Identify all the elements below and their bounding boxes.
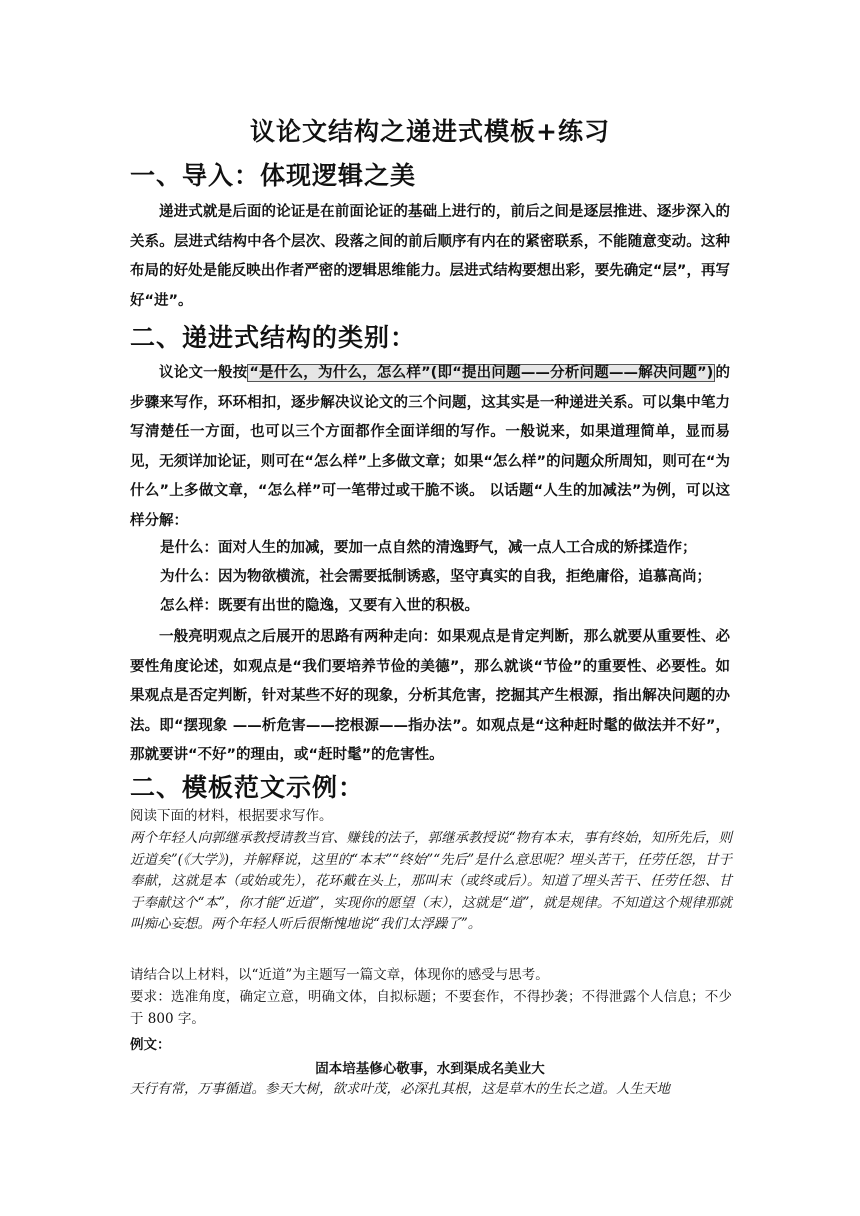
- list-item-what: 是什么：面对人生的加减，要加一点自然的清逸野气，减一点人工合成的矫揉造作；: [160, 540, 697, 556]
- essay-title: 固本培基修心敬事，水到渠成名美业大: [315, 1061, 545, 1077]
- task-text: 请结合以上材料，以“近道”为主题写一篇文章，体现你的感受与思考。: [130, 967, 549, 983]
- instruction-text: 阅读下面的材料，根据要求写作。: [130, 808, 333, 824]
- requirement-text: 要求：选准角度，确定立意，明确文体，自拟标题；不要套作，不得抄袭；不得泄露个人信息；不少于 800 字。: [130, 989, 732, 1027]
- section1-paragraph: 递进式就是后面的论证是在前面论证的基础上进行的，前后之间是逐层推进、逐步深入的关系。层进式结构中各个层次、段落之间的前后顺序有内在的紧密联系，不能随意变动。这种布局的好处是能反映出作者严密的逻辑思维能力。层进式结构要想出彩，要先确定“层”，再写好“进”。: [130, 204, 730, 309]
- highlighted-phrase: “是什么，为什么，怎么样”(即“提出问题——分析问题——解决问题”): [249, 365, 714, 381]
- example-label: 例文：: [130, 1037, 171, 1053]
- paragraph-lead: 议论文一般按: [159, 365, 248, 381]
- material-text: 两个年轻人向郭继承教授请教当官、赚钱的法子，郭继承教授说“物有本末，事有终始，知所先后，则近道矣”(《大学》)，并解释说，这里的“本末”“终始”“先后”是什么意思呢？埋头苦干，任劳任怨，甘于奉献，这就是本（或始或先），花环戴在头上，那叫末（或终或后）。知道了埋头苦干、任劳任怨、甘于奉献这个“本”，你才能“近道”，实现你的愿望（末），这就是“道”，就是规律。不知道这个规律那就叫痴心妄想。两个年轻人听后很惭愧地说“我们太浮躁了”。: [130, 830, 732, 932]
- section3-heading: 二、模板范文示例：: [130, 773, 365, 802]
- list-item-how: 怎么样：既要有出世的隐逸，又要有入世的积极。: [160, 598, 479, 614]
- document-title: 议论文结构之递进式模板+练习: [250, 117, 610, 146]
- essay-first-line: 天行有常，万事循道。参天大树，欲求叶茂，必深扎其根，这是草木的生长之道。人生天地: [130, 1081, 670, 1097]
- section2-paragraph-1: [130, 359, 730, 536]
- section2-paragraph-2: 一般亮明观点之后展开的思路有两种走向：如果观点是肯定判断，那么就要从重要性、必要性角度论述，如观点是“我们要培养节俭的美德”，那么就谈“节俭”的重要性、必要性。如果观点是否定判断，针对某些不好的现象，分析其危害，挖掘其产生根源，指出解决问题的办法。即“摆现象 ——析危害——挖根源——指办法”。如观点是“这种赶时髦的做法并不好”，那就要讲“不好”的理由，或“赶时髦”的危害性。: [130, 629, 730, 763]
- section1-heading: 一、导入：体现逻辑之美: [130, 161, 417, 190]
- section2-heading: 二、递进式结构的类别：: [130, 323, 417, 352]
- paragraph-rest: 的步骤来写作，环环相扣，逐步解决议论文的三个问题，这其实是一种递进关系。可以集中笔力写清楚任一方面，也可以三个方面都作全面详细的写作。一般说来，如果道理简单，显而易见，无须详加论证，则可在“怎么样”上多做文章；如果“怎么样”的问题众所周知，则可在“为什么”上多做文章，“怎么样”可一笔带过或干脆不谈。 以话题“人生的加减法”为例，可以这样分解：: [130, 365, 731, 529]
- list-item-why: 为什么：因为物欲横流，社会需要抵制诱惑，坚守真实的自我，拒绝庸俗，追慕高尚；: [160, 569, 711, 585]
